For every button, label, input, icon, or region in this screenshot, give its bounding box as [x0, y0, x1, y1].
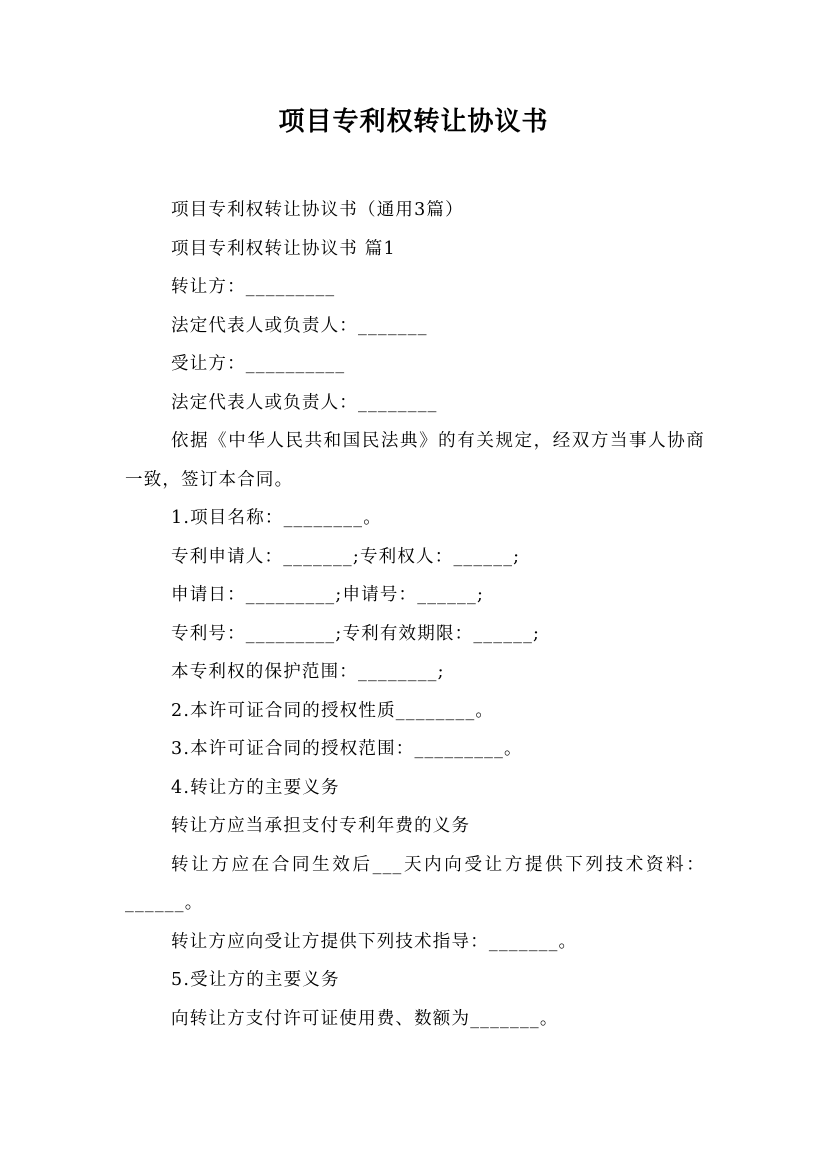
paragraph-protection-scope: 本专利权的保护范围：________;: [171, 662, 445, 682]
paragraph-transferor: 转让方：_________: [171, 277, 336, 297]
paragraph-license-fee: 向转让方支付许可证使用费、数额为_______。: [171, 1008, 559, 1029]
paragraph-section-title: 项目专利权转让协议书 篇1: [171, 238, 396, 259]
paragraph-patent-applicant: 专利申请人：_______;专利权人：______;: [171, 546, 521, 567]
paragraph-transferee-obligations: 5.受让方的主要义务: [171, 970, 340, 990]
paragraph-technical-guidance: 转让方应向受让方提供下列技术指导：_______。: [171, 931, 578, 952]
paragraph-technical-materials: 转让方应在合同生效后___天内向受让方提供下列技术资料：______。: [125, 854, 705, 913]
paragraph-legal-basis: 依据《中华人民共和国民法典》的有关规定，经双方当事人协商一致，签订本合同。: [125, 431, 705, 490]
paragraph-heading: 项目专利权转让协议书（通用3篇）: [171, 200, 464, 220]
paragraph-project-name: 1.项目名称：________。: [171, 508, 382, 528]
paragraph-annual-fee: 转让方应当承担支付专利年费的义务: [171, 816, 471, 836]
paragraph-transferee: 受让方：__________: [171, 354, 346, 374]
paragraph-transferee-representative: 法定代表人或负责人：________: [171, 392, 438, 413]
paragraph-transferor-representative: 法定代表人或负责人：_______: [171, 315, 428, 336]
paragraph-license-nature: 2.本许可证合同的授权性质________。: [171, 700, 495, 721]
paragraph-patent-number: 专利号：_________;专利有效期限：______;: [171, 623, 541, 644]
document-title: 项目专利权转让协议书: [278, 107, 549, 137]
document-body: [125, 191, 705, 1038]
paragraph-license-scope: 3.本许可证合同的授权范围：_________。: [171, 739, 523, 759]
paragraph-transferor-obligations: 4.转让方的主要义务: [171, 777, 340, 798]
paragraph-application-date: 申请日：_________;申请号：______;: [171, 585, 485, 605]
